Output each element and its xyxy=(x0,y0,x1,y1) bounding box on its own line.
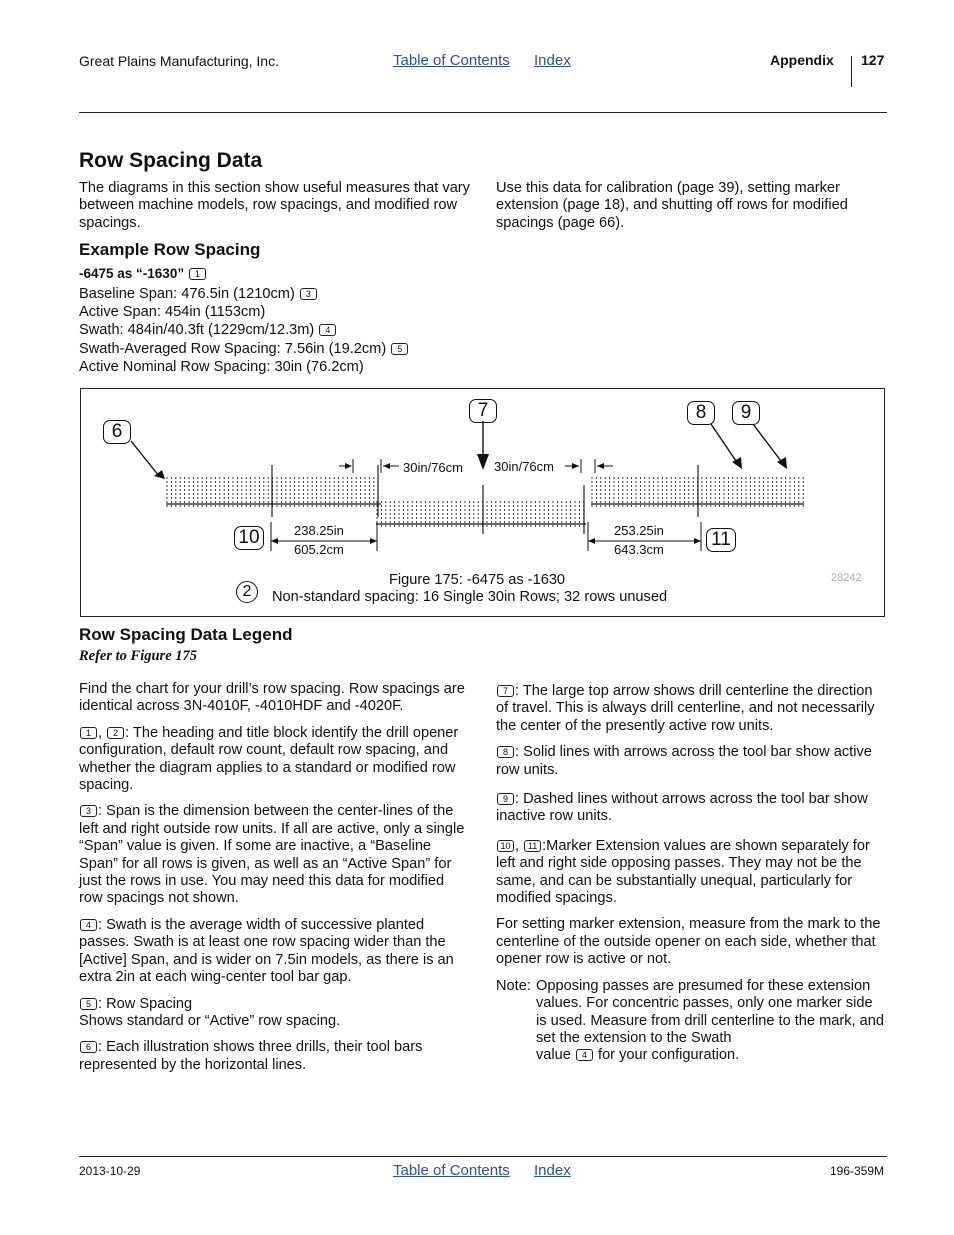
legend-paragraph: 7 : The large top arrow shows drill centerline the direction of travel. This is always drill centerline, and not necessarily the center of the presently active row units. xyxy=(496,683,875,734)
legend-paragraph: Find the chart for your drill’s row spacing. Row spacings are identical across 3N-4010F, -4010HDF and -4020F. xyxy=(79,681,465,715)
example-line: Swath-Averaged Row Spacing: 7.56in (19.2cm) 5 xyxy=(79,340,409,358)
dimension-right-label: 30in/76cm xyxy=(494,459,554,474)
dimension-right xyxy=(565,459,613,473)
intro-left: The diagrams in this section show useful measures that vary between machine models, row spacings, and modified row spacings. xyxy=(79,180,470,231)
key-badge: 9 xyxy=(497,793,514,805)
note-body: Opposing passes are presumed for these extension values. For concentric passes, only one marker side is used. Measure from drill centerline to the mark, and set the extension to the Swath value 4 for your configuration. xyxy=(536,977,884,1064)
key-badge: 3 xyxy=(300,288,317,300)
legend-paragraph: 8 : Solid lines with arrows across the tool bar show active row units. xyxy=(496,744,872,778)
footer-rule xyxy=(79,1156,887,1157)
example-subheading xyxy=(79,266,207,281)
example-line: Active Span: 454in (1153cm) xyxy=(79,304,266,321)
legend-paragraph: 1 , 2 : The heading and title block identify the drill opener configuration, default row count, default row spacing, and whether the diagram applies to a standard or modified row spacing. xyxy=(79,724,459,794)
key-badge: 8 xyxy=(497,746,514,758)
callout-8-leader xyxy=(711,424,736,461)
intro-right: Use this data for calibration (page 39), setting marker extension (page 18), and shutting off rows for modified spacings (page 66). xyxy=(496,180,848,231)
figure-175 xyxy=(80,388,885,617)
footer-date: 2013-10-29 xyxy=(79,1164,141,1178)
callout-8-arrowhead xyxy=(732,457,742,469)
key-badge: 2 xyxy=(107,727,124,739)
key-badge: 5 xyxy=(80,998,97,1010)
legend-left-column xyxy=(79,681,471,1083)
callout-6: 6 xyxy=(103,420,131,444)
footer-doc-number: 196-359M xyxy=(830,1164,885,1178)
callout-10: 10 xyxy=(234,526,264,550)
example-line: Active Nominal Row Spacing: 30in (76.2cm) xyxy=(79,358,364,375)
header-rule xyxy=(79,112,887,113)
legend-refer: Refer to Figure 175 xyxy=(79,648,198,664)
footer-index-link[interactable]: Index xyxy=(534,1162,571,1179)
legend-paragraph: 4 : Swath is the average width of successive planted passes. Swath is at least one row spacing wider than the [Active] Span, and is wider on 7.5in models, as there is an extra 2in at each wing-center tool bar gap. xyxy=(79,916,454,986)
key-badge: 10 xyxy=(497,840,514,852)
key-badge: 5 xyxy=(391,343,408,355)
example-line: Baseline Span: 476.5in (1210cm) 3 xyxy=(79,285,409,303)
legend-paragraph: 3 : Span is the dimension between the center-lines of the left and right outside row units. If all are active, only a single “Span” value is given. If some are inactive, a “Baseline Span” for all rows is given, as well as an “Active Span” for just the rows in use. You may need this data for modified row spacings not shown. xyxy=(79,803,465,907)
key-badge: 4 xyxy=(319,324,336,336)
example-lines xyxy=(79,285,409,376)
marker-left-cm: 605.2cm xyxy=(294,542,344,557)
note-label: Note: xyxy=(496,977,531,994)
key-badge: 11 xyxy=(524,840,541,852)
dimension-left-label: 30in/76cm xyxy=(403,460,463,475)
page-number: 127 xyxy=(861,52,885,68)
legend-paragraph: 6 : Each illustration shows three drills, their tool bars represented by the horizontal lines. xyxy=(79,1039,423,1073)
dimension-left xyxy=(339,459,399,473)
marker-right-in: 253.25in xyxy=(614,523,664,538)
page-title: Row Spacing Data xyxy=(79,149,263,172)
callout-9: 9 xyxy=(732,401,760,425)
legend-right-column xyxy=(496,683,886,1065)
callout-11: 11 xyxy=(706,528,736,552)
marker-right-cm: 643.3cm xyxy=(614,542,664,557)
legend-paragraph: 10 , 11 :Marker Extension values are shown separately for left and right side opposing passes. They may not be the same, and can be substantially unequal, particularly for modified spacings. xyxy=(496,837,870,907)
company-name: Great Plains Manufacturing, Inc. xyxy=(79,53,279,69)
legend-paragraph: For setting marker extension, measure from the mark to the centerline of the outside opener on each side, whether that opener row is active or not. xyxy=(496,916,881,968)
example-line: Swath: 484in/40.3ft (1229cm/12.3m) 4 xyxy=(79,321,409,339)
callout-9-leader xyxy=(753,424,781,461)
legend-paragraph: 9 : Dashed lines without arrows across the tool bar show inactive row units. xyxy=(496,791,868,825)
key-badge: 4 xyxy=(576,1049,593,1061)
callout-6-leader xyxy=(131,441,159,476)
legend-heading: Row Spacing Data Legend xyxy=(79,625,293,644)
callout-7: 7 xyxy=(469,399,497,423)
key-badge: 1 xyxy=(80,727,97,739)
key-badge: 4 xyxy=(80,919,97,931)
key-badge: 1 xyxy=(189,268,206,280)
toc-link[interactable]: Table of Contents xyxy=(393,52,510,69)
header-divider xyxy=(851,56,852,87)
note-block xyxy=(496,978,886,1065)
figure-number: 28242 xyxy=(831,572,862,584)
legend-paragraph: 5 : Row Spacing Shows standard or “Active” row spacing. xyxy=(79,995,341,1029)
example-subheading-text: -6475 as “-1630” xyxy=(79,266,185,281)
key-badge: 3 xyxy=(80,805,97,817)
figure-subcaption: Non-standard spacing: 16 Single 30in Rows; 32 rows unused xyxy=(272,589,668,605)
key-badge: 7 xyxy=(497,685,514,697)
footer-toc-link[interactable]: Table of Contents xyxy=(393,1162,510,1179)
figure-caption: Figure 175: -6475 as -1630 xyxy=(389,572,566,588)
marker-left-in: 238.25in xyxy=(294,523,344,538)
index-link[interactable]: Index xyxy=(534,52,571,69)
centerline-arrowhead xyxy=(477,454,489,470)
section-name: Appendix xyxy=(770,52,834,68)
key-badge: 6 xyxy=(80,1041,97,1053)
callout-2: 2 xyxy=(236,581,258,603)
callout-8: 8 xyxy=(687,401,715,425)
example-heading: Example Row Spacing xyxy=(79,240,261,259)
